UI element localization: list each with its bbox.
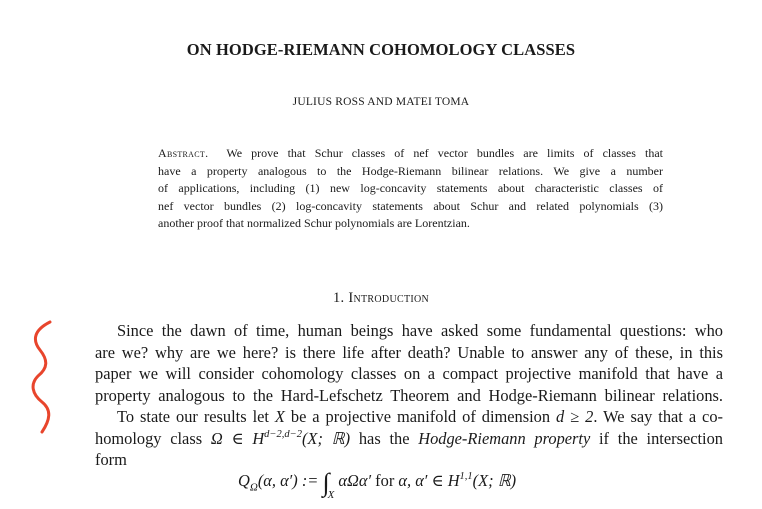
abstract-line: have a property analogous to the Hodge-Riemann bilinear relations. We give a number [158, 163, 663, 178]
abstract-line: another proof that normalized Schur polynomials are Lorentzian. [158, 216, 470, 230]
math-inline: (X; ℝ) [301, 428, 351, 448]
emphasis: Hodge-Riemann property [418, 428, 591, 448]
paragraph-line: are we? why are we here? is there life after death? Unable to answer any of these, in this [95, 342, 723, 362]
abstract-line [158, 145, 663, 163]
abstract [158, 145, 663, 233]
section-title: Introduction [348, 290, 430, 306]
paper-authors: JULIUS ROSS AND MATEI TOMA [292, 96, 470, 108]
abstract-line: of applications, including (1) new log-concavity statements about characteristic classes of [158, 181, 663, 195]
abstract-line: nef vector bundles (2) log-concavity statements about Schur and related polynomials (3) [158, 198, 663, 213]
paragraph-line: Since the dawn of time, human beings have asked some fundamental questions: who [117, 321, 723, 340]
math-inline: X [274, 407, 285, 426]
integral-domain: X [327, 489, 335, 501]
paragraph-line: form [95, 450, 127, 469]
paragraph-line: paper we will consider cohomology classes on a compact projective manifold that have a [95, 364, 723, 383]
math-superscript: d−2,d−2 [264, 428, 302, 440]
paragraph-line: homology class Ω ∈ $H^{d-2,d-2}(X$; ℝ) has the Hodge-Riemann property if the intersection [95, 428, 724, 448]
math-inline: Ω ∈ H [210, 428, 265, 448]
integral-sign: ∫ [322, 468, 330, 497]
abstract-text: We prove that Schur classes of nef vector bundles are limits of classes that [226, 146, 663, 160]
paper-title: ON HODGE-RIEMANN COHOMOLOGY CLASSES [186, 40, 576, 59]
paragraph-line: property analogous to the Hard-Lefschetz Theorem and Hodge-Riemann bilinear relations. [95, 385, 723, 405]
display-formula: $Q_\Omega(\alpha$, α′) := $\int_X$ αΩα′ for α, α′ ∈ H$^{1,1}$(X; ℝ) [238, 468, 517, 501]
squiggle-stroke [33, 322, 50, 432]
squiggle-annotation [28, 318, 68, 438]
paragraph-line: To state our results let X be a projective manifold of dimension d ≥ 2. We say that a co- [117, 407, 723, 426]
body-text [95, 320, 723, 471]
section-number: 1. [332, 290, 345, 306]
abstract-label: Abstract. [158, 146, 209, 160]
section-heading [0, 290, 762, 307]
math-inline: d ≥ 2 [556, 407, 594, 426]
